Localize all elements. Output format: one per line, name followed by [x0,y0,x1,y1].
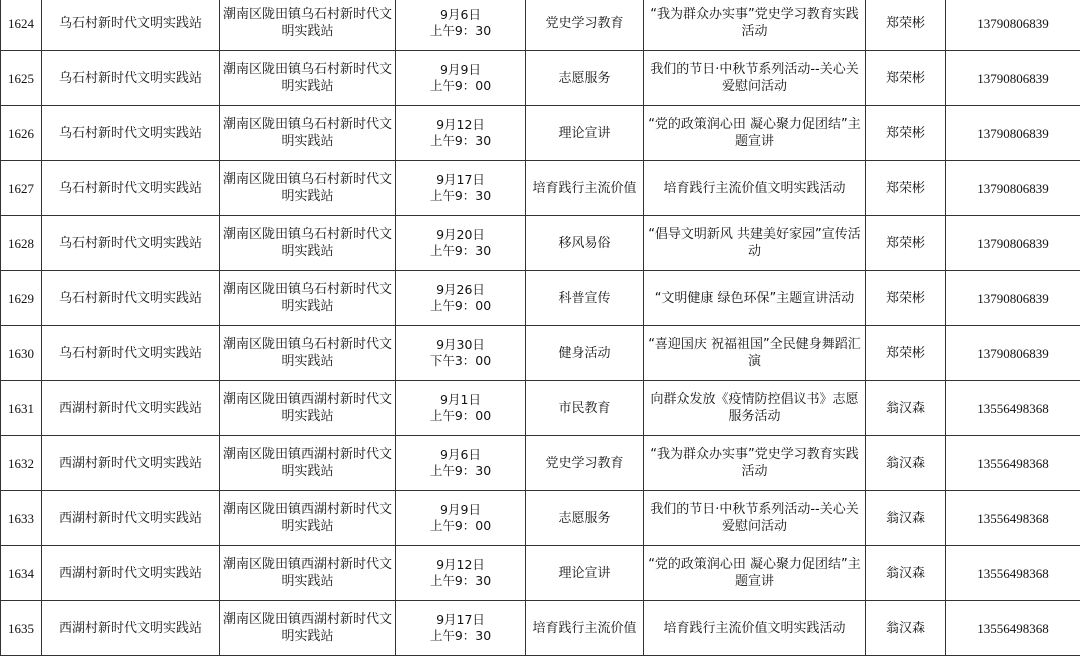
category-cell: 培育践行主流价值 [526,161,644,216]
activity-name-cell: 我们的节日·中秋节系列活动--关心关爱慰问活动 [644,491,866,546]
date-time-cell [396,601,526,656]
phone-number-cell: 13556498368 [946,546,1080,601]
row-number-cell: 1625 [1,51,42,106]
time-text: 上午9：30 [429,23,492,38]
contact-person-cell: 郑荣彬 [866,51,946,106]
activity-name-cell: “党的政策润心田 凝心聚力促团结”主题宣讲 [644,106,866,161]
address-cell: 潮南区陇田镇乌石村新时代文明实践站 [220,161,396,216]
time-text: 上午9：30 [429,628,492,643]
table-row [1,381,1080,436]
table-row [1,271,1080,326]
table-row [1,436,1080,491]
date-time-cell [396,436,526,491]
row-number-cell: 1626 [1,106,42,161]
table-row [1,491,1080,546]
address-cell: 潮南区陇田镇西湖村新时代文明实践站 [220,601,396,656]
category-cell: 志愿服务 [526,51,644,106]
address-cell: 潮南区陇田镇乌石村新时代文明实践站 [220,216,396,271]
address-cell: 潮南区陇田镇乌石村新时代文明实践站 [220,106,396,161]
row-number-cell: 1631 [1,381,42,436]
phone-number-cell: 13790806839 [946,51,1080,106]
row-number-cell: 1634 [1,546,42,601]
row-number-cell: 1635 [1,601,42,656]
date-text: 9月1日 [440,392,481,407]
address-cell: 潮南区陇田镇西湖村新时代文明实践站 [220,381,396,436]
contact-person-cell: 郑荣彬 [866,216,946,271]
phone-number-cell: 13790806839 [946,216,1080,271]
contact-person-cell: 郑荣彬 [866,106,946,161]
date-text: 9月12日 [436,557,485,572]
phone-number-cell: 13790806839 [946,326,1080,381]
activity-name-cell: 向群众发放《疫情防控倡议书》志愿服务活动 [644,381,866,436]
station-name-cell: 乌石村新时代文明实践站 [42,271,220,326]
contact-person-cell: 翁汉森 [866,601,946,656]
date-text: 9月9日 [440,502,481,517]
station-name-cell: 乌石村新时代文明实践站 [42,51,220,106]
category-cell: 党史学习教育 [526,0,644,51]
row-number-cell: 1629 [1,271,42,326]
date-text: 9月26日 [436,282,485,297]
category-cell: 市民教育 [526,381,644,436]
activity-name-cell: 我们的节日·中秋节系列活动--关心关爱慰问活动 [644,51,866,106]
time-text: 上午9：30 [429,463,492,478]
contact-person-cell: 翁汉森 [866,491,946,546]
phone-number-cell: 13556498368 [946,381,1080,436]
contact-person-cell: 郑荣彬 [866,0,946,51]
activity-name-cell: “我为群众办实事”党史学习教育实践活动 [644,0,866,51]
date-time-cell [396,546,526,601]
row-number-cell: 1627 [1,161,42,216]
activity-name-cell: 培育践行主流价值文明实践活动 [644,161,866,216]
category-cell: 党史学习教育 [526,436,644,491]
category-cell: 健身活动 [526,326,644,381]
address-cell: 潮南区陇田镇西湖村新时代文明实践站 [220,491,396,546]
date-time-cell [396,51,526,106]
date-text: 9月20日 [436,227,485,242]
table-row [1,216,1080,271]
contact-person-cell: 郑荣彬 [866,271,946,326]
station-name-cell: 乌石村新时代文明实践站 [42,106,220,161]
station-name-cell: 西湖村新时代文明实践站 [42,491,220,546]
time-text: 上午9：30 [429,573,492,588]
phone-number-cell: 13556498368 [946,491,1080,546]
category-cell: 科普宣传 [526,271,644,326]
table-row [1,161,1080,216]
time-text: 上午9：00 [429,298,492,313]
phone-number-cell: 13790806839 [946,0,1080,51]
station-name-cell: 西湖村新时代文明实践站 [42,436,220,491]
date-time-cell [396,0,526,51]
activity-name-cell: 培育践行主流价值文明实践活动 [644,601,866,656]
station-name-cell: 西湖村新时代文明实践站 [42,546,220,601]
category-cell: 理论宣讲 [526,106,644,161]
table-row [1,51,1080,106]
time-text: 上午9：30 [429,133,492,148]
activity-name-cell: “喜迎国庆 祝福祖国”全民健身舞蹈汇演 [644,326,866,381]
phone-number-cell: 13790806839 [946,106,1080,161]
row-number-cell: 1633 [1,491,42,546]
address-cell: 潮南区陇田镇西湖村新时代文明实践站 [220,436,396,491]
category-cell: 移风易俗 [526,216,644,271]
activity-name-cell: “倡导文明新风 共建美好家园”宣传活动 [644,216,866,271]
contact-person-cell: 翁汉森 [866,436,946,491]
table-row [1,106,1080,161]
activity-name-cell: “文明健康 绿色环保”主题宣讲活动 [644,271,866,326]
date-text: 9月6日 [440,447,481,462]
table-row [1,546,1080,601]
category-cell: 理论宣讲 [526,546,644,601]
category-cell: 志愿服务 [526,491,644,546]
activity-name-cell: “党的政策润心田 凝心聚力促团结”主题宣讲 [644,546,866,601]
phone-number-cell: 13790806839 [946,271,1080,326]
phone-number-cell: 13790806839 [946,161,1080,216]
category-cell: 培育践行主流价值 [526,601,644,656]
date-time-cell [396,271,526,326]
station-name-cell: 西湖村新时代文明实践站 [42,381,220,436]
activity-name-cell: “我为群众办实事”党史学习教育实践活动 [644,436,866,491]
row-number-cell: 1632 [1,436,42,491]
row-number-cell: 1628 [1,216,42,271]
station-name-cell: 乌石村新时代文明实践站 [42,326,220,381]
date-text: 9月30日 [436,337,485,352]
time-text: 上午9：00 [429,408,492,423]
time-text: 上午9：00 [429,518,492,533]
station-name-cell: 西湖村新时代文明实践站 [42,601,220,656]
date-time-cell [396,491,526,546]
station-name-cell: 乌石村新时代文明实践站 [42,161,220,216]
date-time-cell [396,216,526,271]
time-text: 上午9：00 [429,78,492,93]
contact-person-cell: 翁汉森 [866,546,946,601]
station-name-cell: 乌石村新时代文明实践站 [42,216,220,271]
date-time-cell [396,381,526,436]
date-text: 9月6日 [440,7,481,22]
date-text: 9月9日 [440,62,481,77]
date-text: 9月12日 [436,117,485,132]
time-text: 上午9：30 [429,188,492,203]
row-number-cell: 1630 [1,326,42,381]
phone-number-cell: 13556498368 [946,436,1080,491]
time-text: 下午3：00 [429,353,492,368]
address-cell: 潮南区陇田镇乌石村新时代文明实践站 [220,326,396,381]
time-text: 上午9：30 [429,243,492,258]
address-cell: 潮南区陇田镇西湖村新时代文明实践站 [220,546,396,601]
date-time-cell [396,161,526,216]
date-text: 9月17日 [436,612,485,627]
table-row [1,326,1080,381]
date-time-cell [396,106,526,161]
table-body [1,0,1080,656]
address-cell: 潮南区陇田镇乌石村新时代文明实践站 [220,271,396,326]
row-number-cell: 1624 [1,0,42,51]
contact-person-cell: 郑荣彬 [866,326,946,381]
table-row [1,601,1080,656]
address-cell: 潮南区陇田镇乌石村新时代文明实践站 [220,51,396,106]
date-text: 9月17日 [436,172,485,187]
contact-person-cell: 郑荣彬 [866,161,946,216]
table-row [1,0,1080,51]
phone-number-cell: 13556498368 [946,601,1080,656]
station-name-cell: 乌石村新时代文明实践站 [42,0,220,51]
contact-person-cell: 翁汉森 [866,381,946,436]
date-time-cell [396,326,526,381]
address-cell: 潮南区陇田镇乌石村新时代文明实践站 [220,0,396,51]
